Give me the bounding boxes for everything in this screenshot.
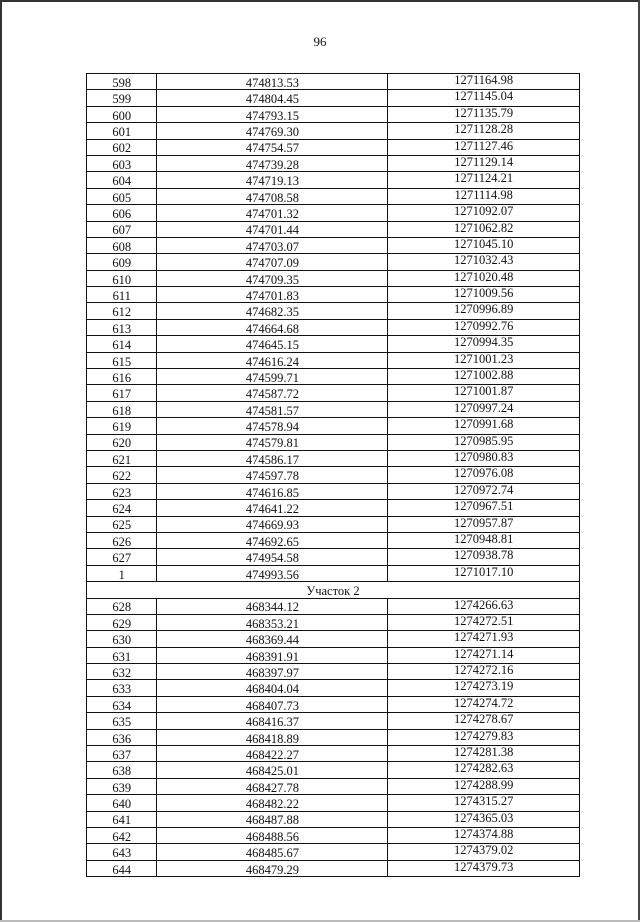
x-coordinate-cell: 474793.15 xyxy=(157,106,388,122)
y-coordinate-cell: 1271128.28 xyxy=(388,123,580,139)
y-coordinate-cell: 1271001.87 xyxy=(388,385,580,401)
point-number-cell: 630 xyxy=(87,631,157,647)
y-coordinate-cell: 1271092.07 xyxy=(388,205,580,221)
point-number-cell: 600 xyxy=(87,106,157,122)
coordinates-table xyxy=(86,73,580,877)
y-coordinate-cell: 1270991.68 xyxy=(388,418,580,434)
x-coordinate-cell: 468404.04 xyxy=(157,680,388,696)
x-coordinate-cell: 474701.44 xyxy=(157,221,388,237)
table-row xyxy=(87,467,580,483)
y-coordinate-cell: 1274272.16 xyxy=(388,664,580,680)
table-row xyxy=(87,795,580,811)
x-coordinate-cell: 474993.56 xyxy=(157,565,388,581)
y-coordinate-cell: 1274278.67 xyxy=(388,713,580,729)
table-row xyxy=(87,860,580,876)
point-number-cell: 616 xyxy=(87,369,157,385)
point-number-cell: 627 xyxy=(87,549,157,565)
section-row xyxy=(87,582,580,598)
x-coordinate-cell: 474707.09 xyxy=(157,254,388,270)
y-coordinate-cell: 1271135.79 xyxy=(388,106,580,122)
x-coordinate-cell: 474669.93 xyxy=(157,516,388,532)
table-row xyxy=(87,450,580,466)
y-coordinate-cell: 1271062.82 xyxy=(388,221,580,237)
y-coordinate-cell: 1271124.21 xyxy=(388,172,580,188)
table-row xyxy=(87,549,580,565)
point-number-cell: 640 xyxy=(87,795,157,811)
table-row xyxy=(87,598,580,614)
table-row xyxy=(87,270,580,286)
x-coordinate-cell: 474813.53 xyxy=(157,74,388,90)
point-number-cell: 643 xyxy=(87,844,157,860)
point-number-cell: 1 xyxy=(87,565,157,581)
table-row xyxy=(87,631,580,647)
x-coordinate-cell: 474954.58 xyxy=(157,549,388,565)
point-number-cell: 636 xyxy=(87,729,157,745)
y-coordinate-cell: 1270957.87 xyxy=(388,516,580,532)
point-number-cell: 615 xyxy=(87,352,157,368)
y-coordinate-cell: 1274272.51 xyxy=(388,614,580,630)
y-coordinate-cell: 1274266.63 xyxy=(388,598,580,614)
table-row xyxy=(87,516,580,532)
x-coordinate-cell: 468353.21 xyxy=(157,614,388,630)
y-coordinate-cell: 1270938.78 xyxy=(388,549,580,565)
point-number-cell: 638 xyxy=(87,762,157,778)
table-row xyxy=(87,565,580,581)
point-number-cell: 614 xyxy=(87,336,157,352)
table-body-part1 xyxy=(87,74,580,582)
table-row xyxy=(87,123,580,139)
table-row xyxy=(87,319,580,335)
section-title: Участок 2 xyxy=(87,582,580,598)
x-coordinate-cell: 468418.89 xyxy=(157,729,388,745)
y-coordinate-cell: 1274271.14 xyxy=(388,647,580,663)
y-coordinate-cell: 1271002.88 xyxy=(388,369,580,385)
x-coordinate-cell: 474641.22 xyxy=(157,500,388,516)
point-number-cell: 641 xyxy=(87,811,157,827)
table-row xyxy=(87,729,580,745)
point-number-cell: 608 xyxy=(87,237,157,253)
point-number-cell: 618 xyxy=(87,401,157,417)
table-row xyxy=(87,74,580,90)
x-coordinate-cell: 474587.72 xyxy=(157,385,388,401)
x-coordinate-cell: 474703.07 xyxy=(157,237,388,253)
table-row xyxy=(87,778,580,794)
x-coordinate-cell: 474586.17 xyxy=(157,450,388,466)
y-coordinate-cell: 1274274.72 xyxy=(388,696,580,712)
y-coordinate-cell: 1274279.83 xyxy=(388,729,580,745)
point-number-cell: 611 xyxy=(87,287,157,303)
x-coordinate-cell: 468427.78 xyxy=(157,778,388,794)
x-coordinate-cell: 474599.71 xyxy=(157,369,388,385)
y-coordinate-cell: 1274374.88 xyxy=(388,827,580,843)
x-coordinate-cell: 468369.44 xyxy=(157,631,388,647)
table-row xyxy=(87,106,580,122)
x-coordinate-cell: 474719.13 xyxy=(157,172,388,188)
x-coordinate-cell: 468422.27 xyxy=(157,746,388,762)
y-coordinate-cell: 1271045.10 xyxy=(388,237,580,253)
x-coordinate-cell: 474804.45 xyxy=(157,90,388,106)
table-row xyxy=(87,188,580,204)
x-coordinate-cell: 474709.35 xyxy=(157,270,388,286)
y-coordinate-cell: 1271020.48 xyxy=(388,270,580,286)
scan-border-top xyxy=(0,0,640,2)
x-coordinate-cell: 468479.29 xyxy=(157,860,388,876)
table-row xyxy=(87,614,580,630)
y-coordinate-cell: 1274271.93 xyxy=(388,631,580,647)
point-number-cell: 635 xyxy=(87,713,157,729)
x-coordinate-cell: 474701.32 xyxy=(157,205,388,221)
y-coordinate-cell: 1271145.04 xyxy=(388,90,580,106)
point-number-cell: 607 xyxy=(87,221,157,237)
table-row xyxy=(87,237,580,253)
point-number-cell: 623 xyxy=(87,483,157,499)
table-row xyxy=(87,385,580,401)
table-row xyxy=(87,401,580,417)
x-coordinate-cell: 468397.97 xyxy=(157,664,388,680)
point-number-cell: 626 xyxy=(87,532,157,548)
x-coordinate-cell: 474692.65 xyxy=(157,532,388,548)
table-row xyxy=(87,483,580,499)
point-number-cell: 639 xyxy=(87,778,157,794)
y-coordinate-cell: 1274379.02 xyxy=(388,844,580,860)
x-coordinate-cell: 474739.28 xyxy=(157,155,388,171)
table-row xyxy=(87,221,580,237)
x-coordinate-cell: 474701.83 xyxy=(157,287,388,303)
table-row xyxy=(87,139,580,155)
y-coordinate-cell: 1270980.83 xyxy=(388,450,580,466)
point-number-cell: 606 xyxy=(87,205,157,221)
x-coordinate-cell: 474708.58 xyxy=(157,188,388,204)
table-row xyxy=(87,500,580,516)
y-coordinate-cell: 1270996.89 xyxy=(388,303,580,319)
point-number-cell: 617 xyxy=(87,385,157,401)
point-number-cell: 602 xyxy=(87,139,157,155)
y-coordinate-cell: 1274315.27 xyxy=(388,795,580,811)
point-number-cell: 604 xyxy=(87,172,157,188)
point-number-cell: 612 xyxy=(87,303,157,319)
x-coordinate-cell: 468488.56 xyxy=(157,827,388,843)
y-coordinate-cell: 1270994.35 xyxy=(388,336,580,352)
point-number-cell: 613 xyxy=(87,319,157,335)
point-number-cell: 605 xyxy=(87,188,157,204)
point-number-cell: 619 xyxy=(87,418,157,434)
y-coordinate-cell: 1271009.56 xyxy=(388,287,580,303)
point-number-cell: 603 xyxy=(87,155,157,171)
table-row xyxy=(87,696,580,712)
point-number-cell: 610 xyxy=(87,270,157,286)
x-coordinate-cell: 468407.73 xyxy=(157,696,388,712)
table-row xyxy=(87,172,580,188)
y-coordinate-cell: 1270967.51 xyxy=(388,500,580,516)
table-row xyxy=(87,434,580,450)
table-row xyxy=(87,418,580,434)
point-number-cell: 609 xyxy=(87,254,157,270)
x-coordinate-cell: 474664.68 xyxy=(157,319,388,335)
table-row xyxy=(87,811,580,827)
table-row xyxy=(87,352,580,368)
point-number-cell: 644 xyxy=(87,860,157,876)
x-coordinate-cell: 468344.12 xyxy=(157,598,388,614)
point-number-cell: 631 xyxy=(87,647,157,663)
table-row xyxy=(87,680,580,696)
x-coordinate-cell: 468416.37 xyxy=(157,713,388,729)
y-coordinate-cell: 1270972.74 xyxy=(388,483,580,499)
table-row xyxy=(87,369,580,385)
y-coordinate-cell: 1271017.10 xyxy=(388,565,580,581)
table-row xyxy=(87,647,580,663)
y-coordinate-cell: 1274281.38 xyxy=(388,746,580,762)
y-coordinate-cell: 1270948.81 xyxy=(388,532,580,548)
y-coordinate-cell: 1270992.76 xyxy=(388,319,580,335)
x-coordinate-cell: 474581.57 xyxy=(157,401,388,417)
y-coordinate-cell: 1271114.98 xyxy=(388,188,580,204)
point-number-cell: 599 xyxy=(87,90,157,106)
x-coordinate-cell: 468391.91 xyxy=(157,647,388,663)
y-coordinate-cell: 1271127.46 xyxy=(388,139,580,155)
point-number-cell: 629 xyxy=(87,614,157,630)
point-number-cell: 622 xyxy=(87,467,157,483)
x-coordinate-cell: 468487.88 xyxy=(157,811,388,827)
x-coordinate-cell: 474579.81 xyxy=(157,434,388,450)
y-coordinate-cell: 1271001.23 xyxy=(388,352,580,368)
x-coordinate-cell: 474682.35 xyxy=(157,303,388,319)
table-row xyxy=(87,205,580,221)
table-row xyxy=(87,844,580,860)
table-row xyxy=(87,287,580,303)
y-coordinate-cell: 1270976.08 xyxy=(388,467,580,483)
point-number-cell: 598 xyxy=(87,74,157,90)
point-number-cell: 621 xyxy=(87,450,157,466)
y-coordinate-cell: 1274282.63 xyxy=(388,762,580,778)
table-row xyxy=(87,90,580,106)
point-number-cell: 637 xyxy=(87,746,157,762)
table-row xyxy=(87,303,580,319)
x-coordinate-cell: 474616.85 xyxy=(157,483,388,499)
y-coordinate-cell: 1270997.24 xyxy=(388,401,580,417)
point-number-cell: 620 xyxy=(87,434,157,450)
point-number-cell: 628 xyxy=(87,598,157,614)
y-coordinate-cell: 1274288.99 xyxy=(388,778,580,794)
x-coordinate-cell: 474645.15 xyxy=(157,336,388,352)
point-number-cell: 642 xyxy=(87,827,157,843)
point-number-cell: 624 xyxy=(87,500,157,516)
table-section-header xyxy=(87,582,580,598)
y-coordinate-cell: 1271032.43 xyxy=(388,254,580,270)
point-number-cell: 632 xyxy=(87,664,157,680)
x-coordinate-cell: 474616.24 xyxy=(157,352,388,368)
table-row xyxy=(87,746,580,762)
x-coordinate-cell: 468425.01 xyxy=(157,762,388,778)
point-number-cell: 633 xyxy=(87,680,157,696)
x-coordinate-cell: 474769.30 xyxy=(157,123,388,139)
table-row xyxy=(87,827,580,843)
x-coordinate-cell: 474597.78 xyxy=(157,467,388,483)
y-coordinate-cell: 1274273.19 xyxy=(388,680,580,696)
table-row xyxy=(87,532,580,548)
table-row xyxy=(87,713,580,729)
x-coordinate-cell: 468482.22 xyxy=(157,795,388,811)
x-coordinate-cell: 468485.67 xyxy=(157,844,388,860)
point-number-cell: 601 xyxy=(87,123,157,139)
point-number-cell: 634 xyxy=(87,696,157,712)
y-coordinate-cell: 1271129.14 xyxy=(388,155,580,171)
scan-border-left xyxy=(0,0,2,922)
x-coordinate-cell: 474578.94 xyxy=(157,418,388,434)
table-row xyxy=(87,664,580,680)
y-coordinate-cell: 1271164.98 xyxy=(388,74,580,90)
table-row xyxy=(87,762,580,778)
table-row xyxy=(87,254,580,270)
y-coordinate-cell: 1270985.95 xyxy=(388,434,580,450)
y-coordinate-cell: 1274379.73 xyxy=(388,860,580,876)
y-coordinate-cell: 1274365.03 xyxy=(388,811,580,827)
table-body-part2 xyxy=(87,598,580,877)
x-coordinate-cell: 474754.57 xyxy=(157,139,388,155)
page-number: 96 xyxy=(313,34,327,49)
point-number-cell: 625 xyxy=(87,516,157,532)
table-row xyxy=(87,336,580,352)
table-row xyxy=(87,155,580,171)
